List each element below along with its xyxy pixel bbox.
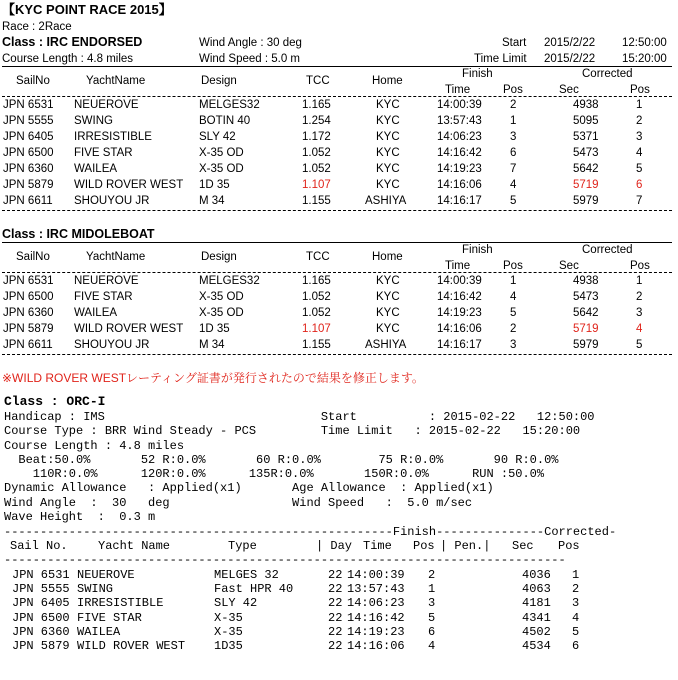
cell-yacht: IRRESISTIBLE [77,596,164,611]
cell-design: SLY 42 [199,131,236,143]
cell-cpos: 4 [572,610,580,625]
cell-type: X-35 [214,610,243,625]
header-pos: Pos [413,539,435,553]
time-limit-label: Time Limit [474,53,527,65]
cell-pos: 4 [510,291,517,303]
start-time: 12:50:00 [622,37,667,49]
cell-sailno: JPN 5555 [3,115,54,127]
dashes: --------------- [436,525,545,539]
course-length: Course Length : 4.8 miles [2,53,134,65]
cell-sec: 5719 [573,323,599,335]
table-row [0,596,678,610]
cell-day: 22 [328,610,343,625]
cell-time: 14:19:23 [437,163,482,175]
cell-home: KYC [376,275,400,287]
divider [2,242,672,243]
cell-sec: 4938 [573,275,599,287]
start-label: Start [502,37,527,49]
cell-pos: 2 [510,99,517,111]
cell-design: M 34 [199,195,225,207]
orc-results-table [0,568,678,653]
cell-time: 14:19:23 [347,624,405,639]
cell-time: 14:16:17 [437,339,482,351]
cell-home: ASHIYA [365,195,407,207]
orc-race-info [4,410,595,524]
cell-tcc: 1.165 [302,275,331,287]
cell-time: 14:16:06 [437,179,482,191]
cell-design: X-35 OD [199,307,244,319]
table-row [0,177,678,193]
cell-tcc: 1.107 [302,323,331,335]
cell-time: 14:06:23 [347,596,405,611]
cell-cpos: 2 [572,582,580,597]
cell-home: KYC [376,99,400,111]
cell-pos: 1 [510,115,517,127]
table-row [0,97,678,113]
cell-cpos: 7 [636,195,643,207]
cell-time: 14:16:17 [437,195,482,207]
cell-cpos: 3 [636,307,643,319]
cell-yacht: FIVE STAR [77,610,142,625]
cell-cpos: 4 [636,147,643,159]
cell-tcc: 1.107 [302,179,331,191]
cell-day: 22 [328,582,343,597]
cell-sec: 4502 [522,624,551,639]
cell-type: SLY 42 [214,596,258,611]
header-yachtname: YachtName [86,75,146,87]
orc-info-line: Dynamic Allowance : Applied(x1) Age Allowance : Applied(x1) [4,481,494,496]
cell-yacht: NEUEROVE [74,275,139,287]
header-tcc: TCC [306,75,330,87]
cell-yacht: WAILEA [77,624,121,639]
divider [2,66,672,67]
divider [2,210,672,211]
cell-pos: 1 [510,275,517,287]
cell-sailno: JPN 6360 [12,624,70,639]
cell-sailno: JPN 6500 [3,147,54,159]
cell-sailno: JPN 6531 [12,568,70,582]
cell-tcc: 1.165 [302,99,331,111]
cell-cpos: 5 [636,163,643,175]
header-pos: Pos [503,260,523,272]
cell-sailno: JPN 6500 [12,610,70,625]
header-corrected: Corrected [582,244,633,256]
cell-sec: 4341 [522,610,551,625]
cell-home: KYC [376,163,400,175]
cell-yacht: WILD ROVER WEST [74,179,184,191]
cell-sec: 4534 [522,638,551,653]
cell-pos: 7 [510,163,517,175]
cell-sec: 4036 [522,568,551,582]
table-row [0,337,678,353]
orc-info-line: Beat:50.0% 52 R:0.0% 60 R:0.0% 75 R:0.0% 90 R:0.0% [4,452,559,467]
cell-type: MELGES 32 [214,568,279,582]
orc-info-line: Wind Angle : 30 deg Wind Speed : 5.0 m/sec [4,495,473,510]
time-limit-date: 2015/2/22 [544,53,596,65]
header-sailno: SailNo [16,75,50,87]
cell-yacht: NEUEROVE [74,99,139,111]
orc-finish-header [4,525,616,539]
cell-time: 14:16:42 [437,147,482,159]
cell-sailno: JPN 5555 [12,582,70,597]
cell-sailno: JPN 6360 [3,307,54,319]
header-corrected: Corrected [544,525,609,539]
header-finish: Finish [462,68,493,80]
start-date: 2015/2/22 [544,37,596,49]
cell-sailno: JPN 6500 [3,291,54,303]
cell-design: MELGES32 [199,275,260,287]
cell-sailno: JPN 6405 [3,131,54,143]
cell-design: 1D 35 [199,179,230,191]
cell-day: 22 [328,624,343,639]
cell-pos: 6 [428,624,436,639]
header-sec: Sec [559,260,579,272]
cell-pos: 4 [510,179,517,191]
dashes: ------------------------------------------------------ [4,525,393,539]
cell-design: MELGES32 [199,99,260,111]
cell-home: KYC [376,291,400,303]
cell-time: 13:57:43 [347,582,405,597]
header-sec: Sec [512,539,534,553]
cell-cpos: 2 [636,291,643,303]
cell-sec: 5371 [573,131,599,143]
cell-time: 14:16:42 [437,291,482,303]
cell-yacht: WILD ROVER WEST [77,638,186,653]
cell-sailno: JPN 6405 [12,596,70,611]
cell-type: 1D35 [214,638,243,653]
cell-home: KYC [376,323,400,335]
table-row [0,582,678,596]
header-time: Time [363,539,392,553]
cell-time: 14:00:39 [347,568,405,582]
class-orc: Class : ORC-I [4,394,106,409]
cell-tcc: 1.155 [302,339,331,351]
cell-time: 13:57:43 [437,115,482,127]
cell-sailno: JPN 6611 [3,195,53,207]
header-corrected-pos: Pos [558,539,580,553]
cell-sailno: JPN 6611 [3,339,53,351]
header-finish: Finish [462,244,493,256]
header-corrected-pos: Pos [630,84,650,96]
race-label: Race : 2Race [2,21,72,33]
cell-cpos: 5 [636,339,643,351]
cell-sec: 4938 [573,99,599,111]
table-row [0,129,678,145]
table-row [0,161,678,177]
cell-time: 14:00:39 [437,99,482,111]
header-sailno: SailNo [16,251,50,263]
cell-sailno: JPN 6531 [3,99,54,111]
header-yachtname: YachtName [86,251,146,263]
header-design: Design [201,75,237,87]
cell-home: KYC [376,115,400,127]
cell-sailno: JPN 5879 [3,323,54,335]
orc-info-line: Handicap : IMS Start : 2015-02-22 12:50:00 [4,410,595,424]
cell-tcc: 1.172 [302,131,331,143]
cell-day: 22 [328,568,343,582]
cell-sailno: JPN 5879 [12,638,70,653]
cell-time: 14:19:23 [437,307,482,319]
cell-tcc: 1.052 [302,147,331,159]
header-yachtname: Yacht Name [98,539,171,553]
cell-pos: 1 [428,582,436,597]
header-time: Time [445,260,471,272]
cell-cpos: 1 [572,568,580,582]
time-limit-time: 15:20:00 [622,53,667,65]
cell-cpos: 1 [636,99,643,111]
cell-design: X-35 OD [199,163,244,175]
wind-speed: Wind Speed : 5.0 m [199,53,300,65]
cell-yacht: IRRESISTIBLE [74,131,152,143]
header-type: Type [228,539,257,553]
cell-yacht: SWING [77,582,114,597]
cell-pos: 2 [428,568,436,582]
cell-sec: 4063 [522,582,551,597]
cell-cpos: 3 [572,596,580,611]
cell-design: M 34 [199,339,225,351]
cell-yacht: NEUEROVE [77,568,135,582]
cell-pos: 3 [510,131,517,143]
cell-cpos: 6 [636,179,643,191]
cell-sec: 5642 [573,163,599,175]
cell-sailno: JPN 5879 [3,179,54,191]
cell-sailno: JPN 6531 [3,275,54,287]
orc-info-line: 110R:0.0% 120R:0.0% 135R:0.0% 150R:0.0% RUN :50.0% [4,467,545,482]
cell-sec: 5979 [573,195,599,207]
table-row [0,273,678,289]
cell-sec: 4181 [522,596,551,611]
header-home: Home [372,75,403,87]
cell-time: 14:00:39 [437,275,482,287]
cell-cpos: 3 [636,131,643,143]
cell-cpos: 2 [636,115,643,127]
cell-yacht: WAILEA [74,163,118,175]
cell-home: KYC [376,147,400,159]
table-row [0,568,678,582]
cell-home: ASHIYA [365,339,407,351]
cell-sec: 5473 [573,147,599,159]
cell-pos: 3 [510,339,517,351]
table-row [0,639,678,653]
cell-time: 14:06:23 [437,131,482,143]
cell-day: 22 [328,596,343,611]
cell-yacht: WAILEA [74,307,118,319]
cell-time: 14:16:06 [347,638,405,653]
cell-sec: 5979 [573,339,599,351]
header-day: | Day [316,539,353,553]
cell-sailno: JPN 6360 [3,163,54,175]
header-tcc: TCC [306,251,330,263]
orc-rule: ------------------------------------------------------------------------------ [4,553,566,567]
cell-pos: 5 [510,307,517,319]
table-row [0,625,678,639]
table-row [0,321,678,337]
class-irc-midoleboat: Class : IRC MIDOLEBOAT [2,227,155,241]
table-row [0,611,678,625]
irc-midoleboat-table [0,273,678,353]
cell-sec: 5719 [573,179,599,191]
header-time: Time [445,84,471,96]
orc-info-line: Wave Height : 0.3 m [4,510,156,525]
cell-pos: 5 [510,195,517,207]
cell-design: BOTIN 40 [199,115,251,127]
cell-pos: 5 [428,610,436,625]
cell-cpos: 1 [636,275,643,287]
cell-day: 22 [328,638,343,653]
cell-yacht: SHOUYOU JR [74,195,150,207]
divider [2,354,672,355]
table-row [0,289,678,305]
cell-cpos: 6 [572,638,580,653]
cell-design: X-35 OD [199,147,244,159]
header-pos: Pos [503,84,523,96]
orc-info-line: Course Type : BRR Wind Steady - PCS Time Limit : 2015-02-22 15:20:00 [4,424,581,439]
header-sec: Sec [559,84,579,96]
cell-time: 14:16:06 [437,323,482,335]
cell-cpos: 5 [572,624,580,639]
cell-cpos: 4 [636,323,643,335]
cell-tcc: 1.254 [302,115,331,127]
table-row [0,193,678,209]
header-home: Home [372,251,403,263]
cell-sec: 5642 [573,307,599,319]
cell-home: KYC [376,179,400,191]
cell-tcc: 1.052 [302,307,331,319]
header-corrected: Corrected [582,68,633,80]
cell-yacht: SHOUYOU JR [74,339,150,351]
cell-tcc: 1.052 [302,163,331,175]
header-sailno: Sail No. [10,539,68,553]
header-design: Design [201,251,237,263]
table-row [0,305,678,321]
cell-home: KYC [376,131,400,143]
cell-type: Fast HPR 40 [214,582,294,597]
header-finish: Finish [392,525,437,539]
cell-yacht: FIVE STAR [74,147,133,159]
orc-header-row [0,539,678,553]
correction-notice: ※WILD ROVER WESTレーティング証書が発行されたので結果を修正します。 [2,371,424,385]
cell-time: 14:16:42 [347,610,405,625]
cell-home: KYC [376,307,400,319]
cell-yacht: WILD ROVER WEST [74,323,184,335]
cell-yacht: SWING [74,115,113,127]
cell-pos: 4 [428,638,436,653]
cell-tcc: 1.052 [302,291,331,303]
irc-endorsed-table [0,97,678,209]
cell-tcc: 1.155 [302,195,331,207]
class-irc-endorsed: Class : IRC ENDORSED [2,35,143,49]
cell-yacht: FIVE STAR [74,291,133,303]
cell-sec: 5473 [573,291,599,303]
cell-pos: 6 [510,147,517,159]
header-penalty: | Pen.| [440,539,491,553]
table-row [0,113,678,129]
dashes: - [608,525,617,539]
cell-design: X-35 OD [199,291,244,303]
event-title: 【KYC POINT RACE 2015】 [2,2,172,17]
cell-pos: 3 [428,596,436,611]
wind-angle: Wind Angle : 30 deg [199,37,302,49]
orc-info-line: Course Length : 4.8 miles [4,438,185,453]
cell-design: 1D 35 [199,323,230,335]
cell-type: X-35 [214,624,243,639]
cell-pos: 2 [510,323,517,335]
table-row [0,145,678,161]
header-corrected-pos: Pos [630,260,650,272]
cell-sec: 5095 [573,115,599,127]
